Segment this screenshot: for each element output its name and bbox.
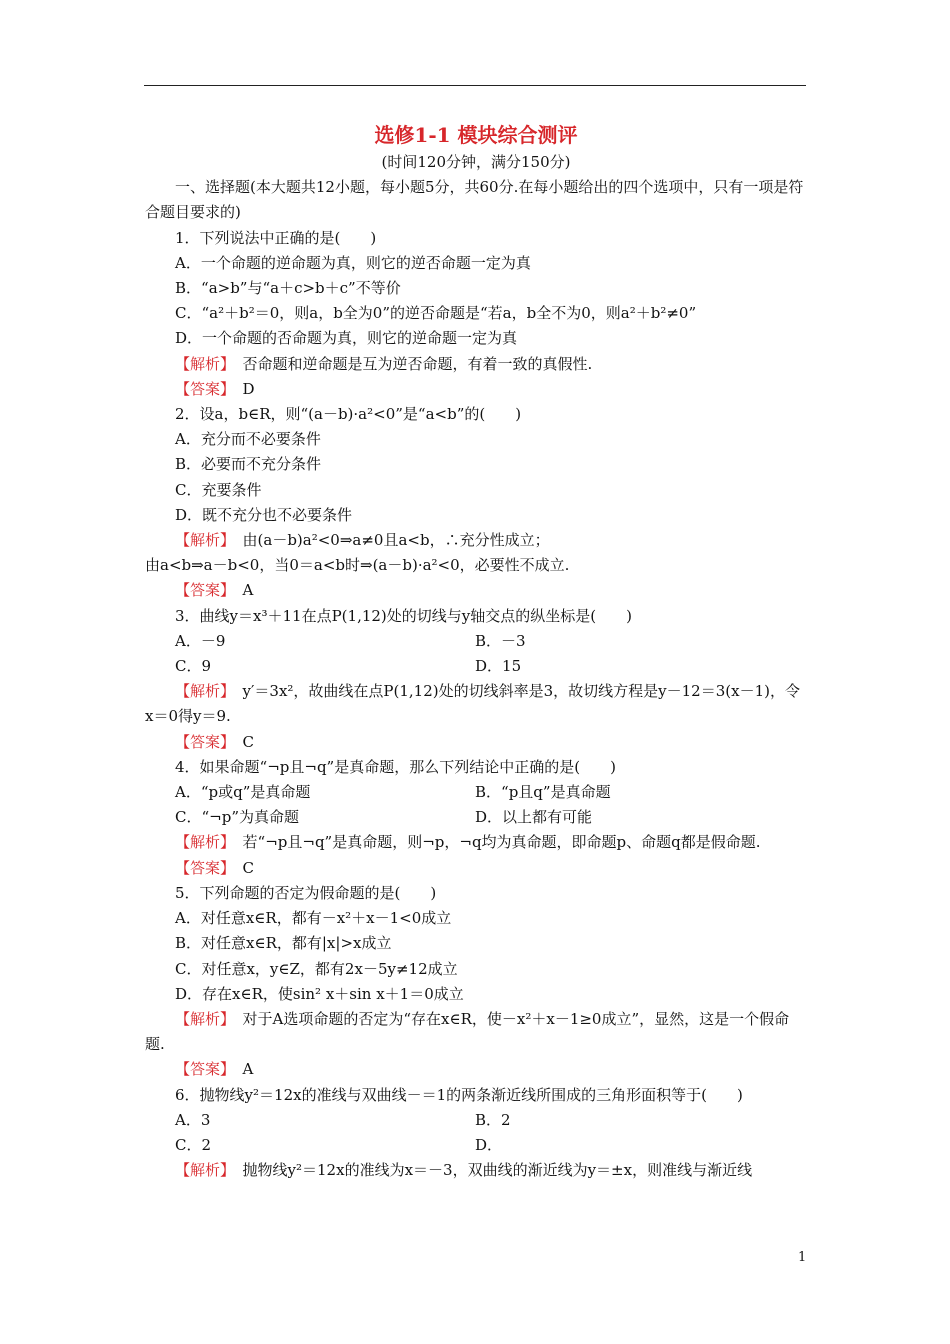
q2-option-a: A．充分而不必要条件 — [175, 430, 321, 449]
q3-analysis-text: y′＝3x²，故曲线在点P(1,12)处的切线斜率是3，故切线方程是y－12＝3(x－1)，令x＝0得y＝9. — [145, 682, 800, 726]
q6-option-b: B．2 — [475, 1110, 511, 1129]
q3-answer-text: C — [242, 732, 255, 751]
q4-analysis-text: 若“¬p且¬q”是真命题，则¬p，¬q均为真命题，即命题p、命题q都是假命题. — [242, 833, 761, 852]
analysis-tag: 【解析】 — [175, 531, 228, 550]
section-intro: 一、选择题(本大题共12小题，每小题5分，共60分.在每小题给出的四个选项中，只有一项是符合题目要求的) — [145, 178, 804, 222]
q3-options-row-1 — [145, 629, 807, 654]
q5-answer-text: A — [242, 1060, 254, 1079]
question-4-stem: 4．如果命题“¬p且¬q”是真命题，那么下列结论中正确的是( ) — [175, 757, 616, 776]
analysis-tag: 【解析】 — [175, 682, 228, 701]
q4-analysis — [145, 830, 807, 855]
q1-option-d: D．一个命题的否命题为真，则它的逆命题一定为真 — [175, 329, 518, 348]
q2-option-b: B．必要而不充分条件 — [175, 455, 322, 474]
analysis-tag: 【解析】 — [175, 354, 228, 373]
q2-analysis-cont: 由a<b⇒a－b<0，当0＝a<b时⇒(a－b)·a²<0，必要性不成立. — [145, 556, 570, 575]
question-6-stem: 6．抛物线y²＝12x的准线与双曲线－＝1的两条渐近线所围成的三角形面积等于( ) — [175, 1085, 743, 1104]
q3-option-b: B．－3 — [475, 631, 526, 650]
q3-analysis — [145, 679, 807, 729]
answer-tag: 【答案】 — [175, 732, 228, 751]
q1-option-b: B．“a>b”与“a＋c>b＋c”不等价 — [175, 279, 401, 298]
page-subtitle: (时间120分钟，满分150分) — [381, 153, 571, 171]
q1-option-c: C．“a²＋b²＝0，则a，b全为0”的逆否命题是“若a，b全不为0，则a²＋b²≠0” — [175, 304, 697, 323]
q4-option-b: B．“p且q”是真命题 — [475, 783, 611, 802]
q5-answer — [145, 1057, 807, 1082]
q1-analysis — [145, 352, 807, 377]
question-3-stem: 3．曲线y＝x³＋11在点P(1,12)处的切线与y轴交点的纵坐标是( ) — [175, 606, 632, 625]
q5-option-a: A．对任意x∈R，都有－x²＋x－1<0成立 — [175, 909, 452, 928]
q5-analysis — [145, 1007, 807, 1057]
q5-option-b: B．对任意x∈R，都有|x|>x成立 — [175, 934, 392, 953]
q5-option-d: D．存在x∈R，使sin² x＋sin x＋1＝0成立 — [175, 984, 464, 1003]
q4-option-d: D．以上都有可能 — [475, 808, 593, 827]
q6-options-row-2 — [145, 1133, 807, 1158]
q1-answer-text: D — [242, 379, 255, 398]
q3-options-row-2 — [145, 654, 807, 679]
q2-analysis-text: 由(a－b)a²<0⇒a≠0且a<b，∴充分性成立； — [242, 531, 550, 550]
page-title: 选修1-1 模块综合测评 — [374, 123, 578, 147]
q1-answer — [145, 377, 807, 402]
q6-option-c: C．2 — [175, 1135, 212, 1154]
q3-answer — [145, 730, 807, 755]
question-1-stem: 1．下列说法中正确的是( ) — [175, 228, 377, 247]
answer-tag: 【答案】 — [175, 1060, 228, 1079]
q1-option-a: A．一个命题的逆命题为真，则它的逆否命题一定为真 — [175, 253, 531, 272]
q2-answer-text: A — [242, 581, 254, 600]
q4-option-c: C．“¬p”为真命题 — [175, 808, 299, 827]
analysis-tag: 【解析】 — [175, 1009, 228, 1028]
analysis-tag: 【解析】 — [175, 1161, 228, 1180]
q2-answer — [145, 578, 807, 603]
q4-options-row-2 — [145, 805, 807, 830]
analysis-tag: 【解析】 — [175, 833, 228, 852]
q4-option-a: A．“p或q”是真命题 — [175, 783, 311, 802]
q2-option-c: C．充要条件 — [175, 480, 262, 499]
q3-option-d: D．15 — [475, 657, 522, 676]
q6-options-row-1 — [145, 1108, 807, 1133]
question-5-stem: 5．下列命题的否定为假命题的是( ) — [175, 883, 437, 902]
q6-option-d: D． — [475, 1135, 503, 1154]
answer-tag: 【答案】 — [175, 858, 228, 877]
q4-options-row-1 — [145, 780, 807, 805]
q5-option-c: C．对任意x，y∈Z，都有2x－5y≠12成立 — [175, 959, 458, 978]
header-rule — [144, 85, 806, 86]
document-page — [145, 120, 807, 1183]
question-2-stem: 2．设a，b∈R，则“(a－b)·a²<0”是“a<b”的( ) — [175, 405, 522, 424]
q6-analysis — [145, 1158, 807, 1183]
q5-analysis-text: 对于A选项命题的否定为“存在x∈R，使－x²＋x－1≥0成立”，显然，这是一个假命题. — [145, 1009, 790, 1054]
q1-analysis-text: 否命题和逆命题是互为逆否命题，有着一致的真假性. — [242, 354, 593, 373]
page-number: 1 — [798, 1250, 807, 1265]
q3-option-a: A．－9 — [175, 631, 226, 650]
q2-option-d: D．既不充分也不必要条件 — [175, 505, 353, 524]
q6-analysis-text: 抛物线y²＝12x的准线为x＝－3，双曲线的渐近线为y＝±x，则准线与渐近线 — [242, 1161, 753, 1180]
q3-option-c: C．9 — [175, 657, 212, 676]
q6-option-a: A．3 — [175, 1110, 211, 1129]
answer-tag: 【答案】 — [175, 581, 228, 600]
q4-answer-text: C — [242, 858, 255, 877]
q4-answer — [145, 856, 807, 881]
q2-analysis — [145, 528, 807, 553]
answer-tag: 【答案】 — [175, 379, 228, 398]
